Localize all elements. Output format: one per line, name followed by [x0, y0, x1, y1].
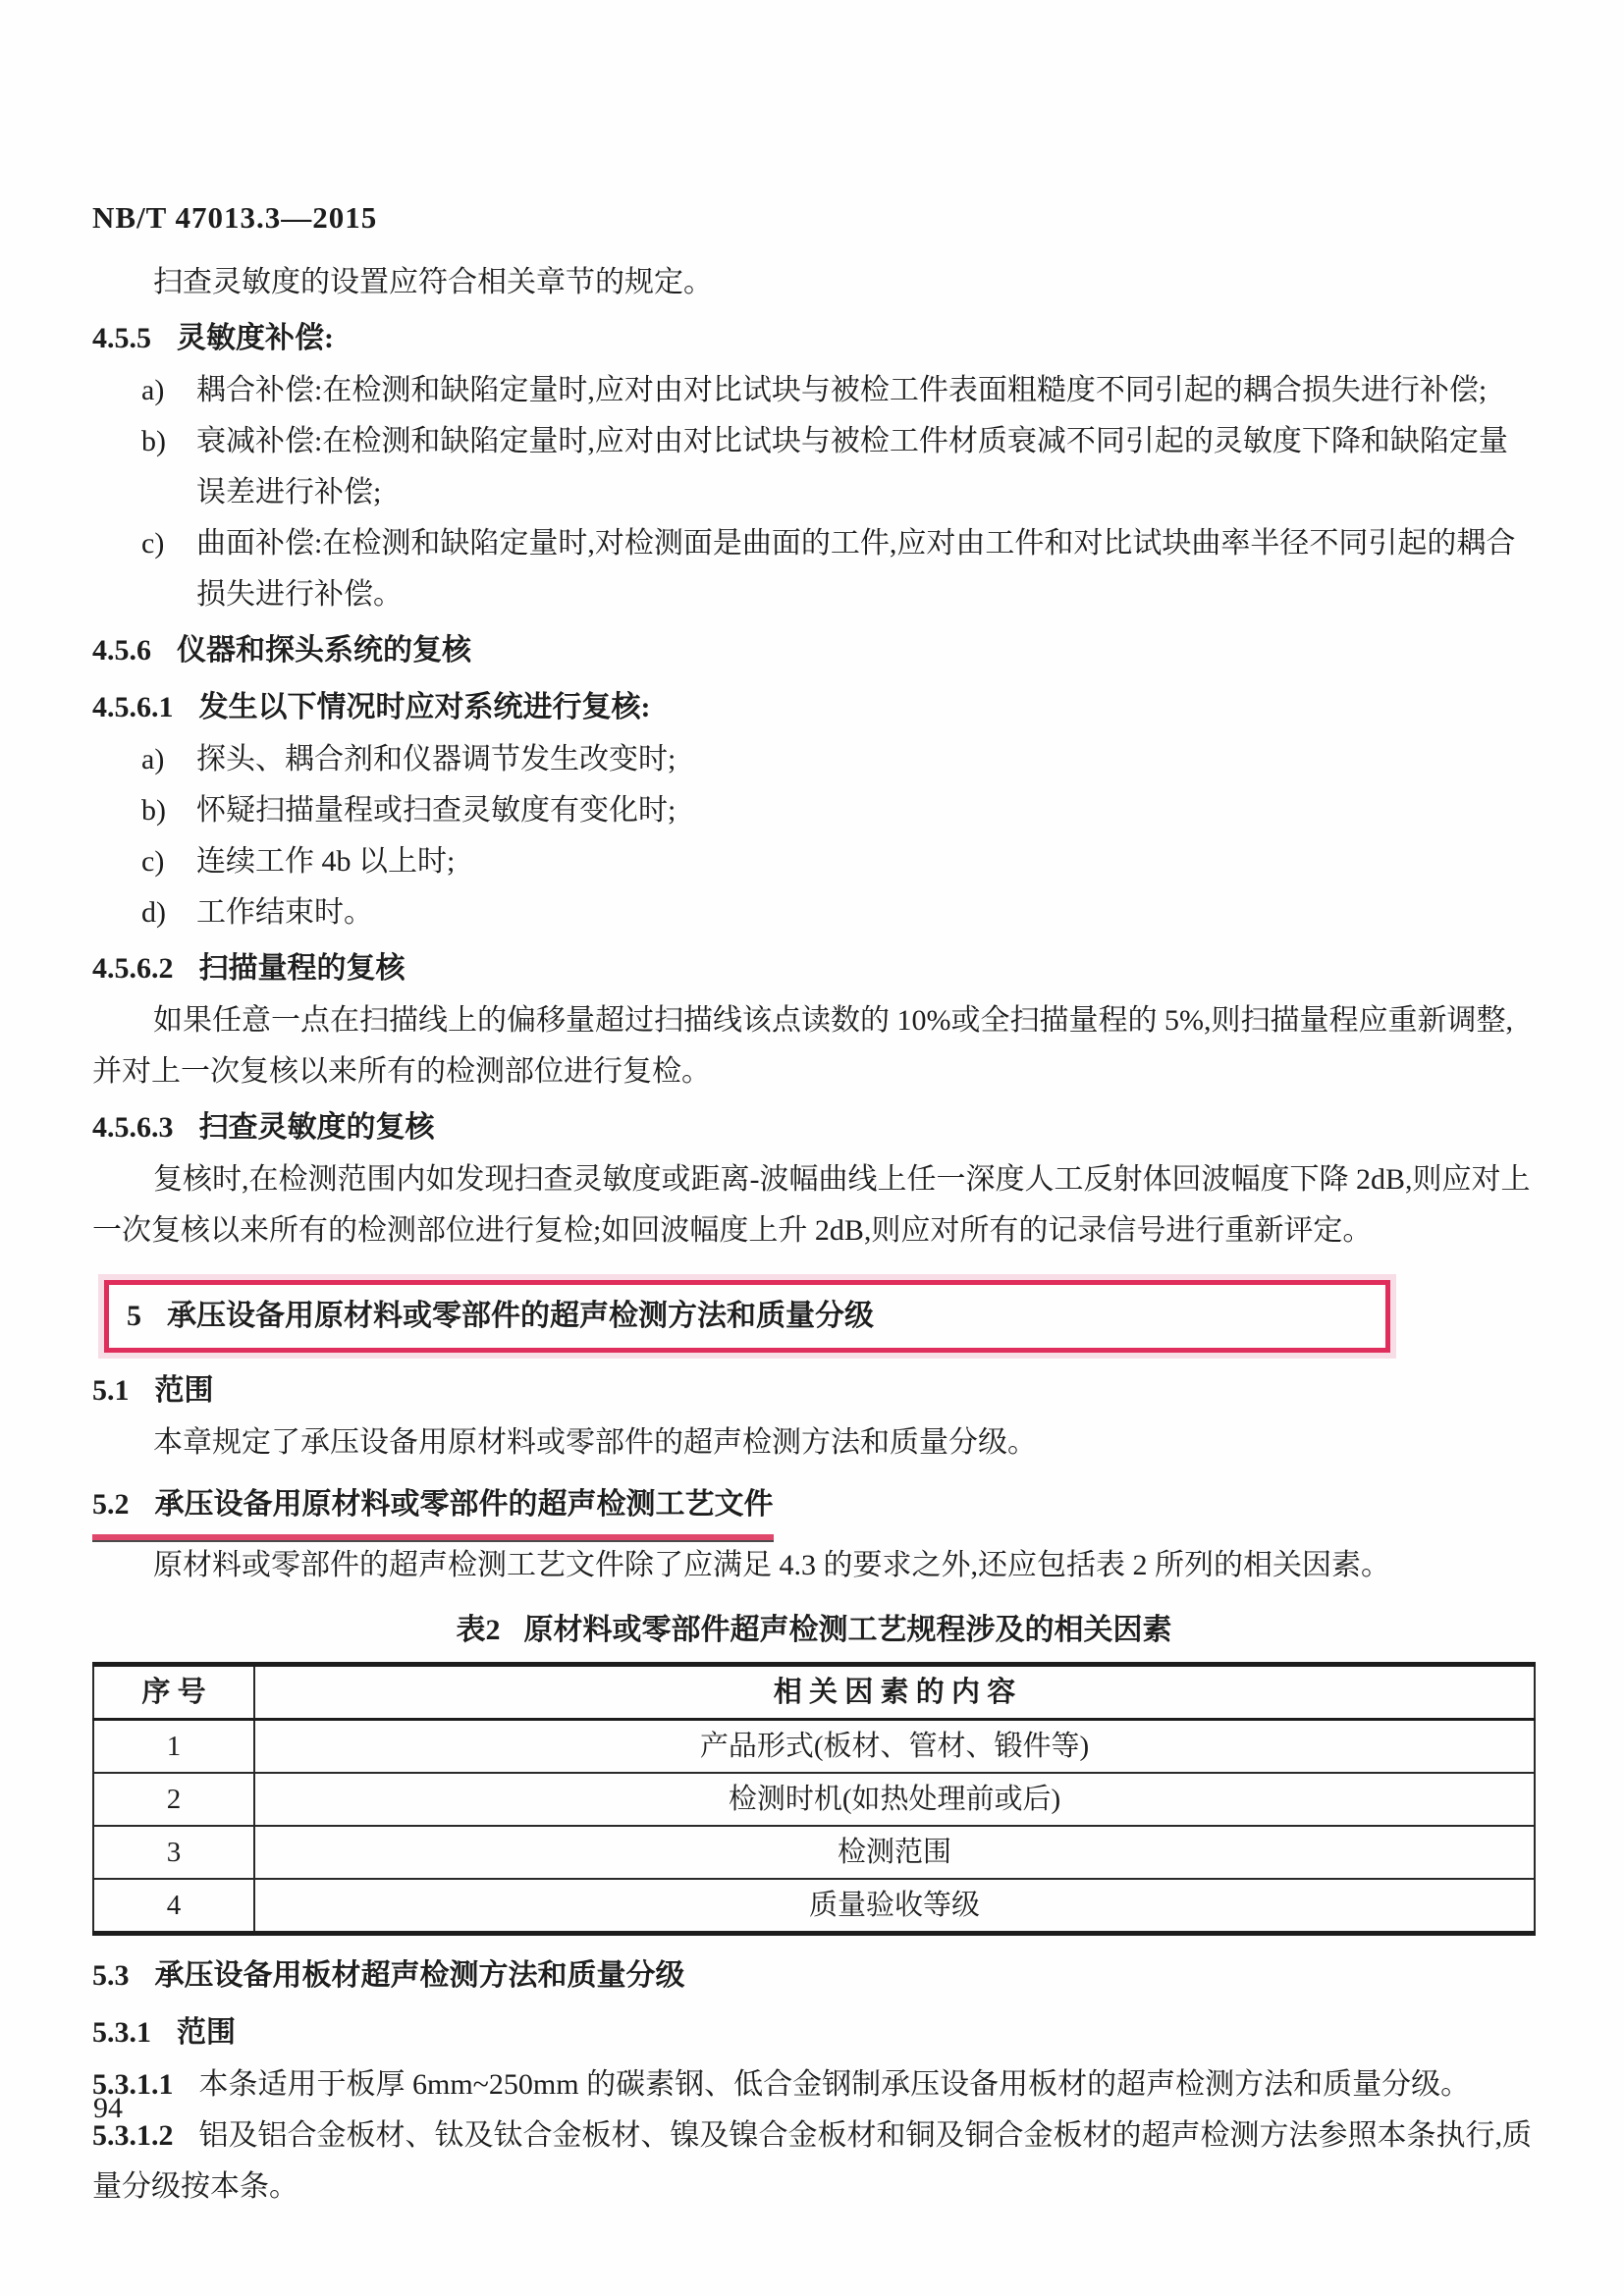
- heading-5-1: [92, 1364, 1536, 1417]
- list-text: 探头、耦合剂和仪器调节发生改变时;: [196, 743, 677, 775]
- clause-text: 铝及铝合金板材、钛及钛合金板材、镍及镍合金板材和铜及铜合金板材的超声检测方法参照本条执行,质量分级按本条。: [92, 2119, 1532, 2203]
- heading-5-2: [92, 1478, 1536, 1540]
- cell-serial: 1: [93, 1720, 254, 1774]
- list-marker: b): [141, 794, 166, 827]
- list-text: 曲面补偿:在检测和缺陷定量时,对检测面是曲面的工件,应对由工件和对比试块曲率半径不同引起的耦合损失进行补偿。: [196, 527, 1516, 611]
- heading-title: 范围: [177, 2016, 236, 2049]
- list-marker: a): [141, 374, 165, 406]
- table-2: [92, 1662, 1536, 1936]
- list-marker: a): [141, 743, 165, 775]
- heading-title: 仪器和探头系统的复核: [177, 634, 471, 667]
- heading-number: 5.2: [92, 1488, 130, 1521]
- heading-4-5-5: [92, 312, 1536, 365]
- intro-paragraph: 扫查灵敏度的设置应符合相关章节的规定。: [153, 266, 713, 298]
- list-item-c: [141, 518, 1536, 620]
- table-row: [93, 1773, 1535, 1826]
- heading-title: 范围: [154, 1374, 214, 1407]
- cell-factor: 检测时机(如热处理前或后): [254, 1773, 1535, 1826]
- paragraph-5-1: 本章规定了承压设备用原材料或零部件的超声检测方法和质量分级。: [153, 1426, 1037, 1459]
- list-item-a: [141, 734, 1536, 785]
- table-row: [93, 1826, 1535, 1879]
- heading-number: 4.5.6.1: [92, 691, 174, 723]
- clause-5-3-1-1: [92, 2059, 1536, 2110]
- heading-title: 扫查灵敏度的复核: [198, 1111, 435, 1144]
- heading-number: 4.5.6.3: [92, 1111, 174, 1144]
- heading-number: 5.3.1: [92, 2016, 151, 2049]
- cell-factor: 产品形式(板材、管材、锻件等): [254, 1720, 1535, 1774]
- heading-5-3-1: [92, 2006, 1536, 2059]
- table-row: [93, 1720, 1535, 1774]
- table-title: 原材料或零部件超声检测工艺规程涉及的相关因素: [523, 1614, 1172, 1646]
- heading-title: 扫描量程的复核: [198, 952, 406, 985]
- heading-number: 4.5.6.2: [92, 952, 174, 985]
- list-text: 连续工作 4b 以上时;: [196, 845, 456, 878]
- table-label: 表2: [456, 1614, 501, 1646]
- heading-title: 承压设备用板材超声检测方法和质量分级: [154, 1959, 685, 1992]
- clause-number: 5.3.1.1: [92, 2068, 174, 2101]
- list-item-b: [141, 416, 1536, 518]
- heading-number: 5: [127, 1300, 141, 1332]
- red-underline-annotation: [92, 1478, 774, 1540]
- heading-4-5-6-1: [92, 681, 1536, 734]
- list-text: 耦合补偿:在检测和缺陷定量时,应对由对比试块与被检工件表面粗糙度不同引起的耦合损失进行补偿;: [196, 374, 1488, 406]
- list-marker: c): [141, 845, 165, 878]
- cell-serial: 4: [93, 1879, 254, 1934]
- cell-serial: 3: [93, 1826, 254, 1879]
- heading-number: 5.3: [92, 1959, 130, 1992]
- column-header-factor: 相 关 因 素 的 内 容: [254, 1665, 1535, 1720]
- cell-factor: 检测范围: [254, 1826, 1535, 1879]
- heading-4-5-6-3: [92, 1101, 1536, 1154]
- table-header-row: [93, 1665, 1535, 1720]
- heading-title: 发生以下情况时应对系统进行复核:: [198, 691, 651, 723]
- list-text: 衰减补偿:在检测和缺陷定量时,应对由对比试块与被检工件材质衰减不同引起的灵敏度下降和缺陷定量误差进行补偿;: [196, 425, 1508, 508]
- clause-number: 5.3.1.2: [92, 2119, 174, 2152]
- table-2-caption: [92, 1607, 1536, 1654]
- standard-number-header: NB/T 47013.3—2015: [92, 200, 378, 235]
- list-marker: d): [141, 896, 166, 929]
- list-item-c: [141, 836, 1536, 887]
- list-text: 怀疑扫描量程或扫查灵敏度有变化时;: [196, 794, 677, 827]
- list-item-d: [141, 887, 1536, 938]
- list-item-a: [141, 365, 1536, 416]
- heading-number: 5.1: [92, 1374, 130, 1407]
- list-marker: b): [141, 425, 166, 457]
- heading-5-3: [92, 1949, 1536, 2002]
- heading-number: 4.5.6: [92, 634, 151, 667]
- heading-title: 灵敏度补偿:: [177, 322, 334, 354]
- paragraph-4-5-6-2: 如果任意一点在扫描线上的偏移量超过扫描线该点读数的 10%或全扫描量程的 5%,则扫描量程应重新调整,并对上一次复核以来所有的检测部位进行复检。: [92, 1004, 1513, 1088]
- cell-serial: 2: [93, 1773, 254, 1826]
- heading-4-5-6: [92, 624, 1536, 677]
- clause-text: 本条适用于板厚 6mm~250mm 的碳素钢、低合金钢制承压设备用板材的超声检测方法和质量分级。: [198, 2068, 1471, 2101]
- paragraph-4-5-6-3: 复核时,在检测范围内如发现扫查灵敏度或距离-波幅曲线上任一深度人工反射体回波幅度下降 2dB,则应对上一次复核以来所有的检测部位进行复检;如回波幅度上升 2dB,则应对所有的记录信号进行重新评定。: [92, 1163, 1531, 1247]
- clause-5-3-1-2: [92, 2110, 1536, 2213]
- heading-5: [127, 1291, 1368, 1342]
- page-number: 94: [93, 2092, 123, 2124]
- section-5-highlight-box: [104, 1280, 1390, 1353]
- cell-factor: 质量验收等级: [254, 1879, 1535, 1934]
- heading-number: 4.5.5: [92, 322, 151, 354]
- column-header-serial: 序 号: [93, 1665, 254, 1720]
- list-item-b: [141, 785, 1536, 836]
- table-row: [93, 1879, 1535, 1934]
- heading-title: 承压设备用原材料或零部件的超声检测工艺文件: [154, 1488, 774, 1521]
- paragraph-5-2: 原材料或零部件的超声检测工艺文件除了应满足 4.3 的要求之外,还应包括表 2 所列的相关因素。: [153, 1549, 1390, 1581]
- list-marker: c): [141, 527, 165, 560]
- heading-title: 承压设备用原材料或零部件的超声检测方法和质量分级: [167, 1300, 874, 1332]
- heading-4-5-6-2: [92, 942, 1536, 995]
- list-text: 工作结束时。: [196, 896, 373, 929]
